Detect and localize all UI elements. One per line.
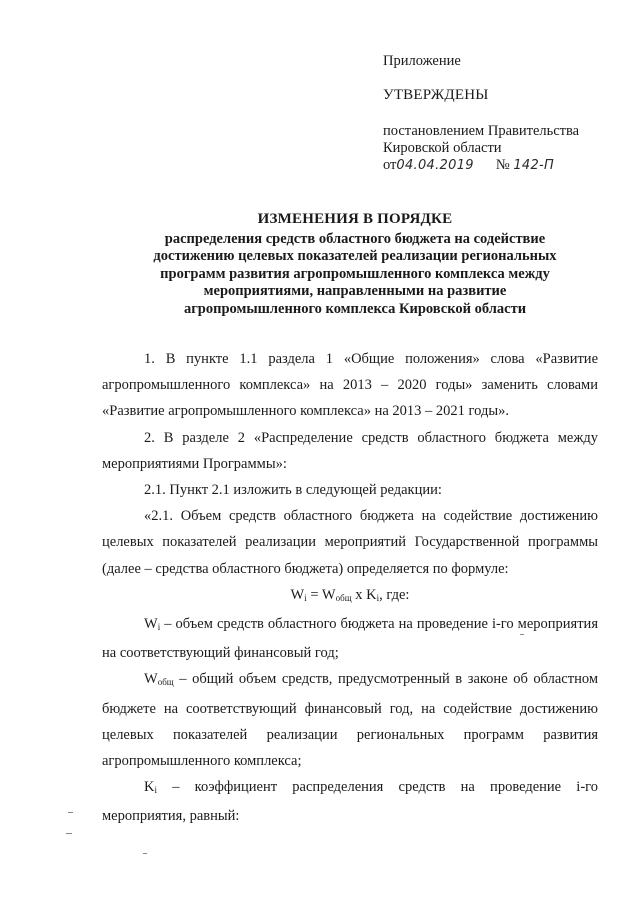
title-line-5: агропромышленного комплекса Кировской области [183,300,527,317]
scan-speck [143,853,147,854]
region-line: Кировской области [383,140,502,156]
paragraph-4: «2.1. Объем средств областного бюджета на содействие достижению целевых показателей реализации мероприятий Государственной программы (далее – средства областного бюджета) определяется по формуле: [102,508,598,577]
date-prefix: от [383,157,397,173]
title-line-4: мероприятиями, направленными на развитие [203,283,507,300]
title-main: ИЗМЕНЕНИЯ В ПОРЯДКЕ [257,211,453,227]
approved-label: УТВЕРЖДЕНЫ [383,87,489,103]
scan-speck [66,833,72,834]
paragraph-2: 2. В разделе 2 «Распределение средств областного бюджета между мероприятиями Программы»: [102,429,598,472]
scan-speck [68,812,73,813]
definition-wi: $W_i$ – объем средств областного бюджета на проведение i-го мероприятия на соответствующий финансовый год; [102,616,598,662]
title-line-3: программ развития агропромышленного комплекса между [160,265,550,282]
handwritten-date: 04.04.2019 [396,158,474,173]
title-line-2: достижению целевых показателей реализации региональных [153,248,557,265]
resolution-line: постановлением Правительства [383,123,580,139]
definition-wtotal: $W_{общ}$ – общий объем средств, предусмотренный в законе об областном бюджете на соответствующий финансовый год, на содействие достижению целевых показателей реализации региональных программ развития агропромышленного комплекса; [102,671,598,770]
paragraph-3: 2.1. Пункт 2.1 изложить в следующей редакции: [144,482,442,499]
scan-speck [520,634,524,635]
date-number-line [383,156,554,175]
document-body [102,346,598,830]
appendix-label: Приложение [383,53,461,69]
handwritten-number: 142-П [513,158,555,173]
paragraph-1: 1. В пункте 1.1 раздела 1 «Общие положения» слова «Развитие агропромышленного комплекса» на 2013 – 2020 годы» заменить словами «Развитие агропромышленного комплекса» на 2013 – 2021 годы». [102,351,598,420]
formula: $W_i = W_{общ}$ x $K_i$, где: [290,586,410,603]
document-title [120,211,590,319]
definition-ki: $K_i$ – коэффициент распределения средств на проведение i-го мероприятия, равный: [102,779,598,825]
number-prefix: № [495,157,510,173]
title-line-1: распределения средств областного бюджета на содействие [164,230,546,247]
